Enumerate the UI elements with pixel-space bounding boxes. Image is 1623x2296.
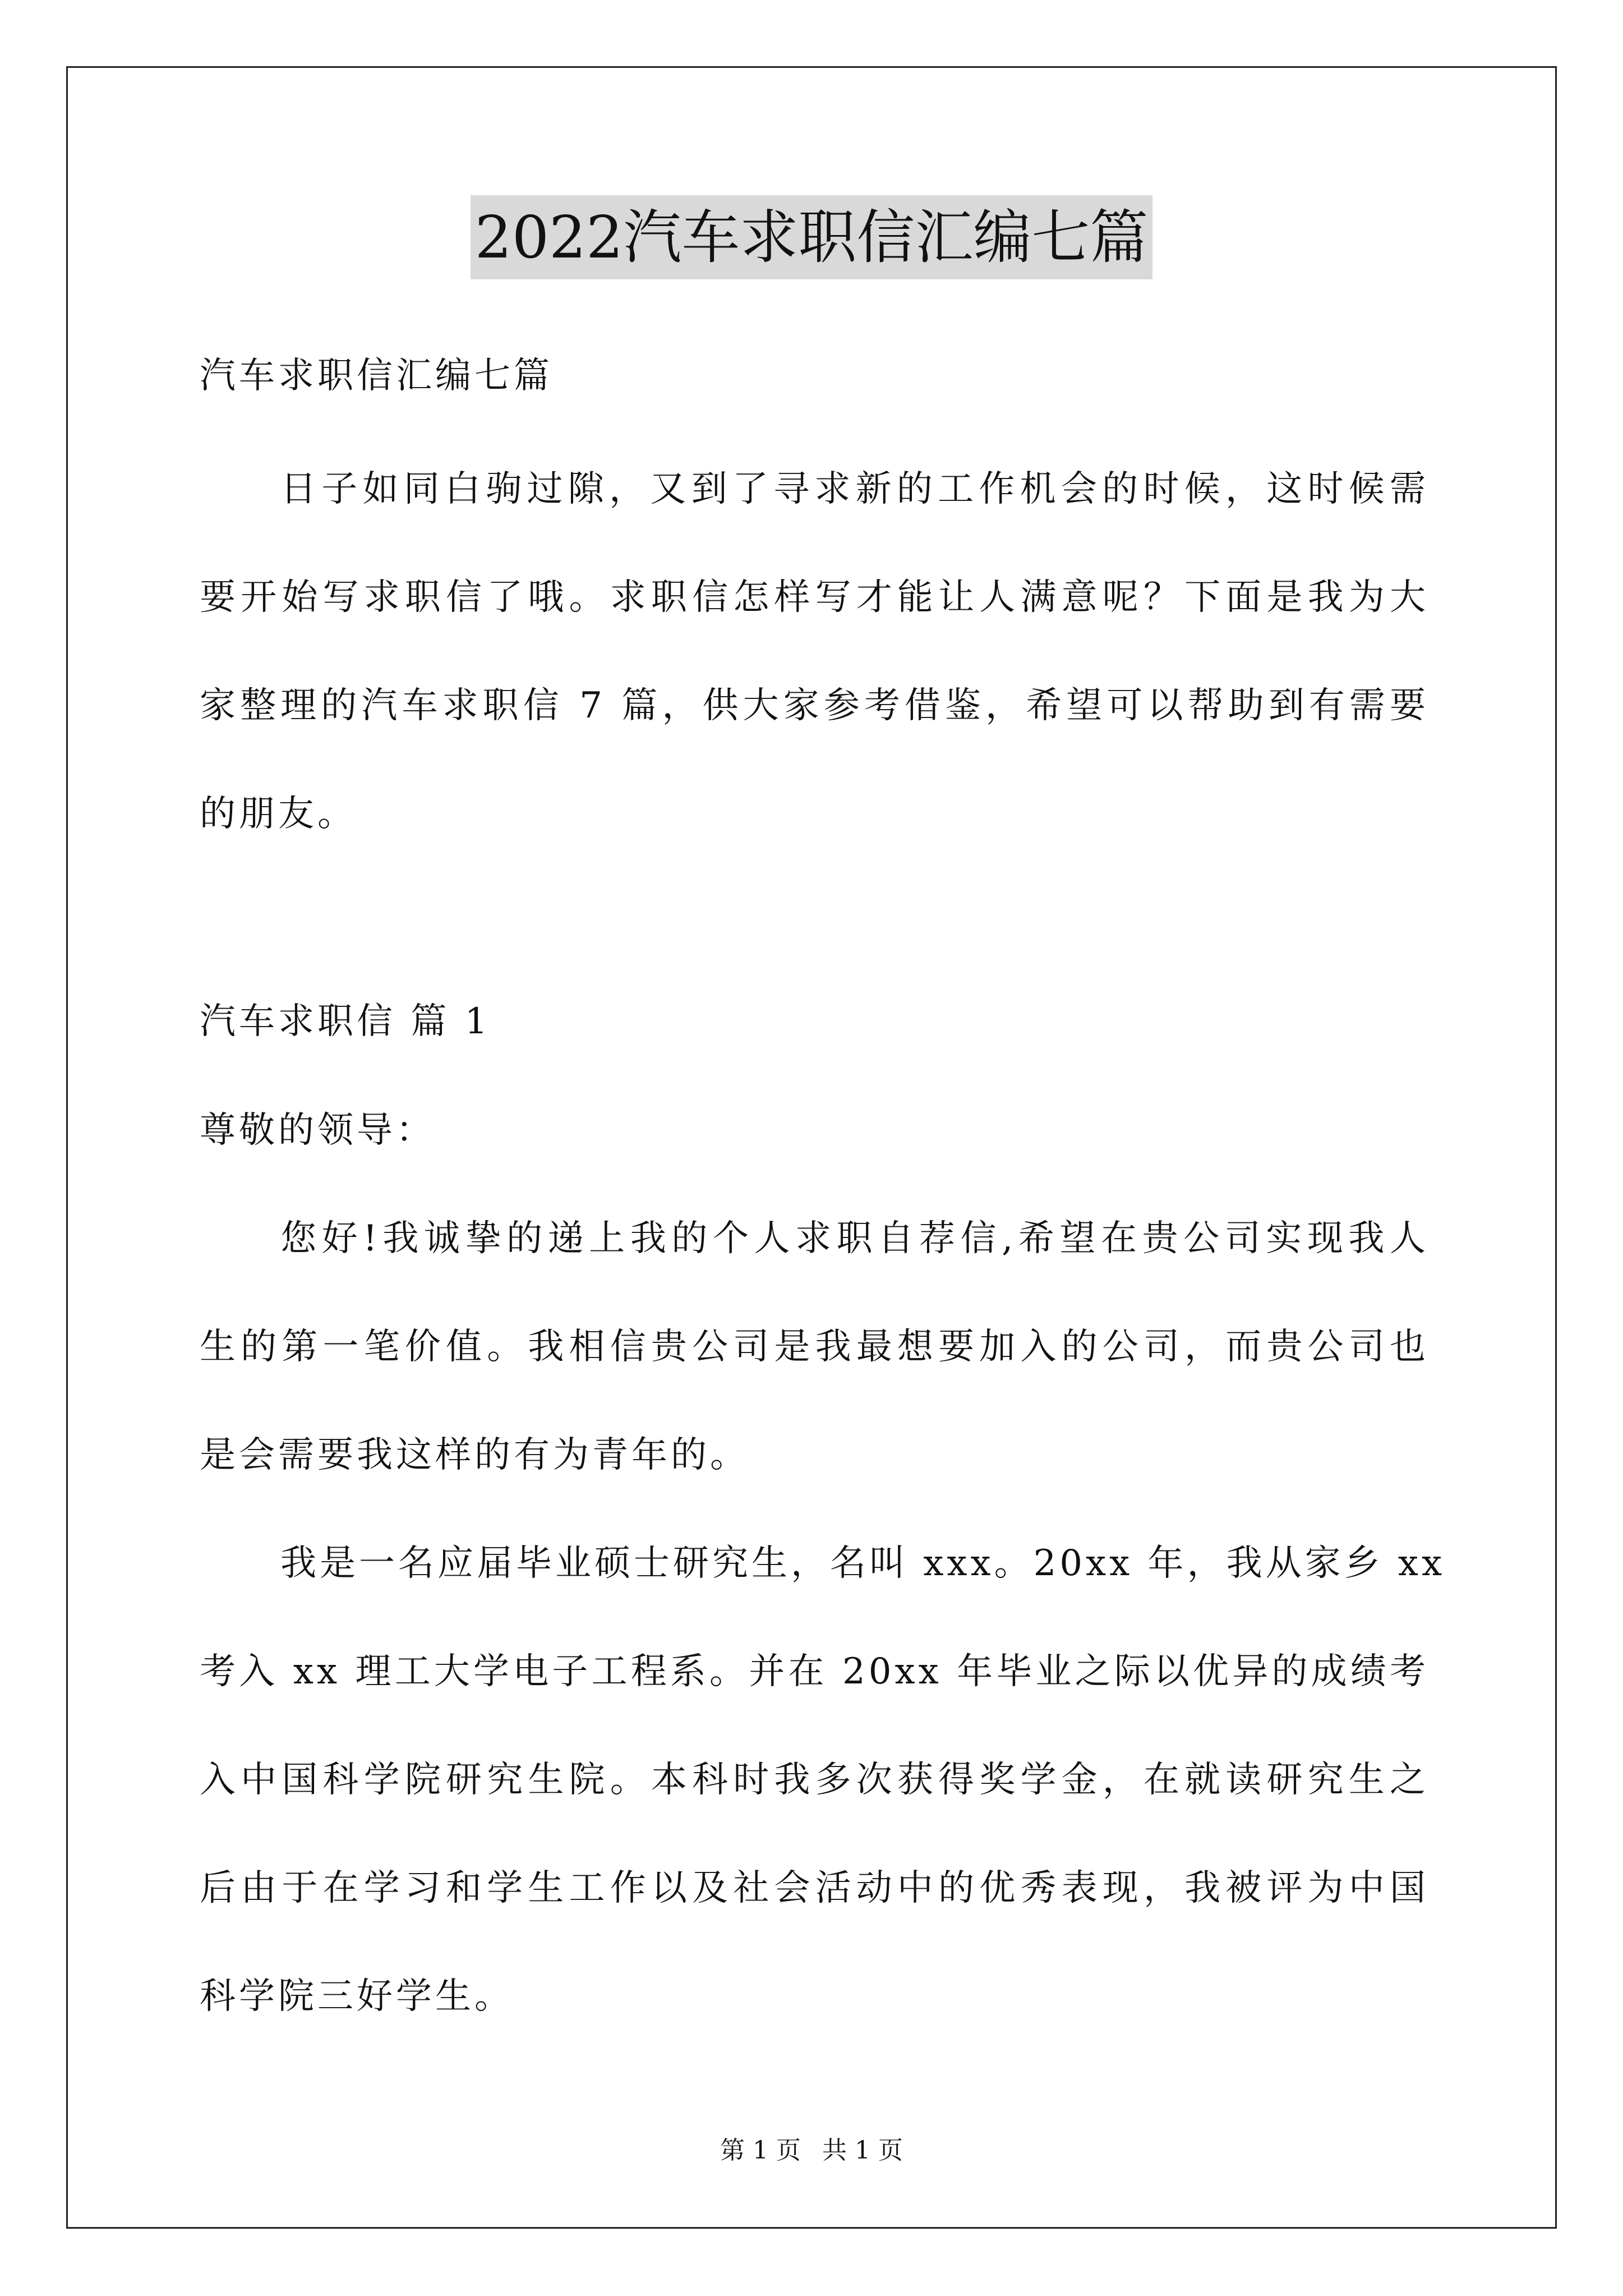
document-title: 2022汽车求职信汇编七篇 xyxy=(471,195,1153,279)
paragraph-line: 的朋友。 xyxy=(200,793,357,835)
paragraph-line: 科学院三好学生。 xyxy=(200,1976,514,2017)
paragraph-line: 我是一名应届毕业硕士研究生，名叫 xxx。20xx 年，我从家乡 xx xyxy=(280,1543,1446,1584)
title-container xyxy=(0,195,1623,279)
page-footer xyxy=(0,2134,1623,2168)
salutation: 尊敬的领导： xyxy=(200,1110,435,1151)
section-heading: 汽车求职信 篇 1 xyxy=(200,1001,491,1042)
paragraph-line: 考入 xx 理工大学电子工程系。并在 20xx 年毕业之际以优异的成绩考 xyxy=(200,1651,1429,1692)
paragraph-line: 生的第一笔价值。我相信贵公司是我最想要加入的公司，而贵公司也 xyxy=(200,1326,1429,1368)
page-total: 共 1 页 xyxy=(822,2136,903,2165)
paragraph-line: 家整理的汽车求职信 7 篇，供大家参考借鉴，希望可以帮助到有需要 xyxy=(200,685,1429,726)
paragraph-line: 要开始写求职信了哦。求职信怎样写才能让人满意呢？下面是我为大 xyxy=(200,577,1429,618)
page-number: 第 1 页 xyxy=(720,2136,801,2165)
paragraph-line: 后由于在学习和学生工作以及社会活动中的优秀表现，我被评为中国 xyxy=(200,1867,1429,1909)
paragraph-line: 日子如同白驹过隙，又到了寻求新的工作机会的时候，这时候需 xyxy=(280,468,1429,510)
paragraph-line: 是会需要我这样的有为青年的。 xyxy=(200,1434,749,1476)
subtitle-line: 汽车求职信汇编七篇 xyxy=(200,355,553,397)
paragraph-line: 您好!我诚挚的递上我的个人求职自荐信,希望在贵公司实现我人 xyxy=(280,1218,1429,1259)
paragraph-line: 入中国科学院研究生院。本科时我多次获得奖学金，在就读研究生之 xyxy=(200,1759,1429,1801)
